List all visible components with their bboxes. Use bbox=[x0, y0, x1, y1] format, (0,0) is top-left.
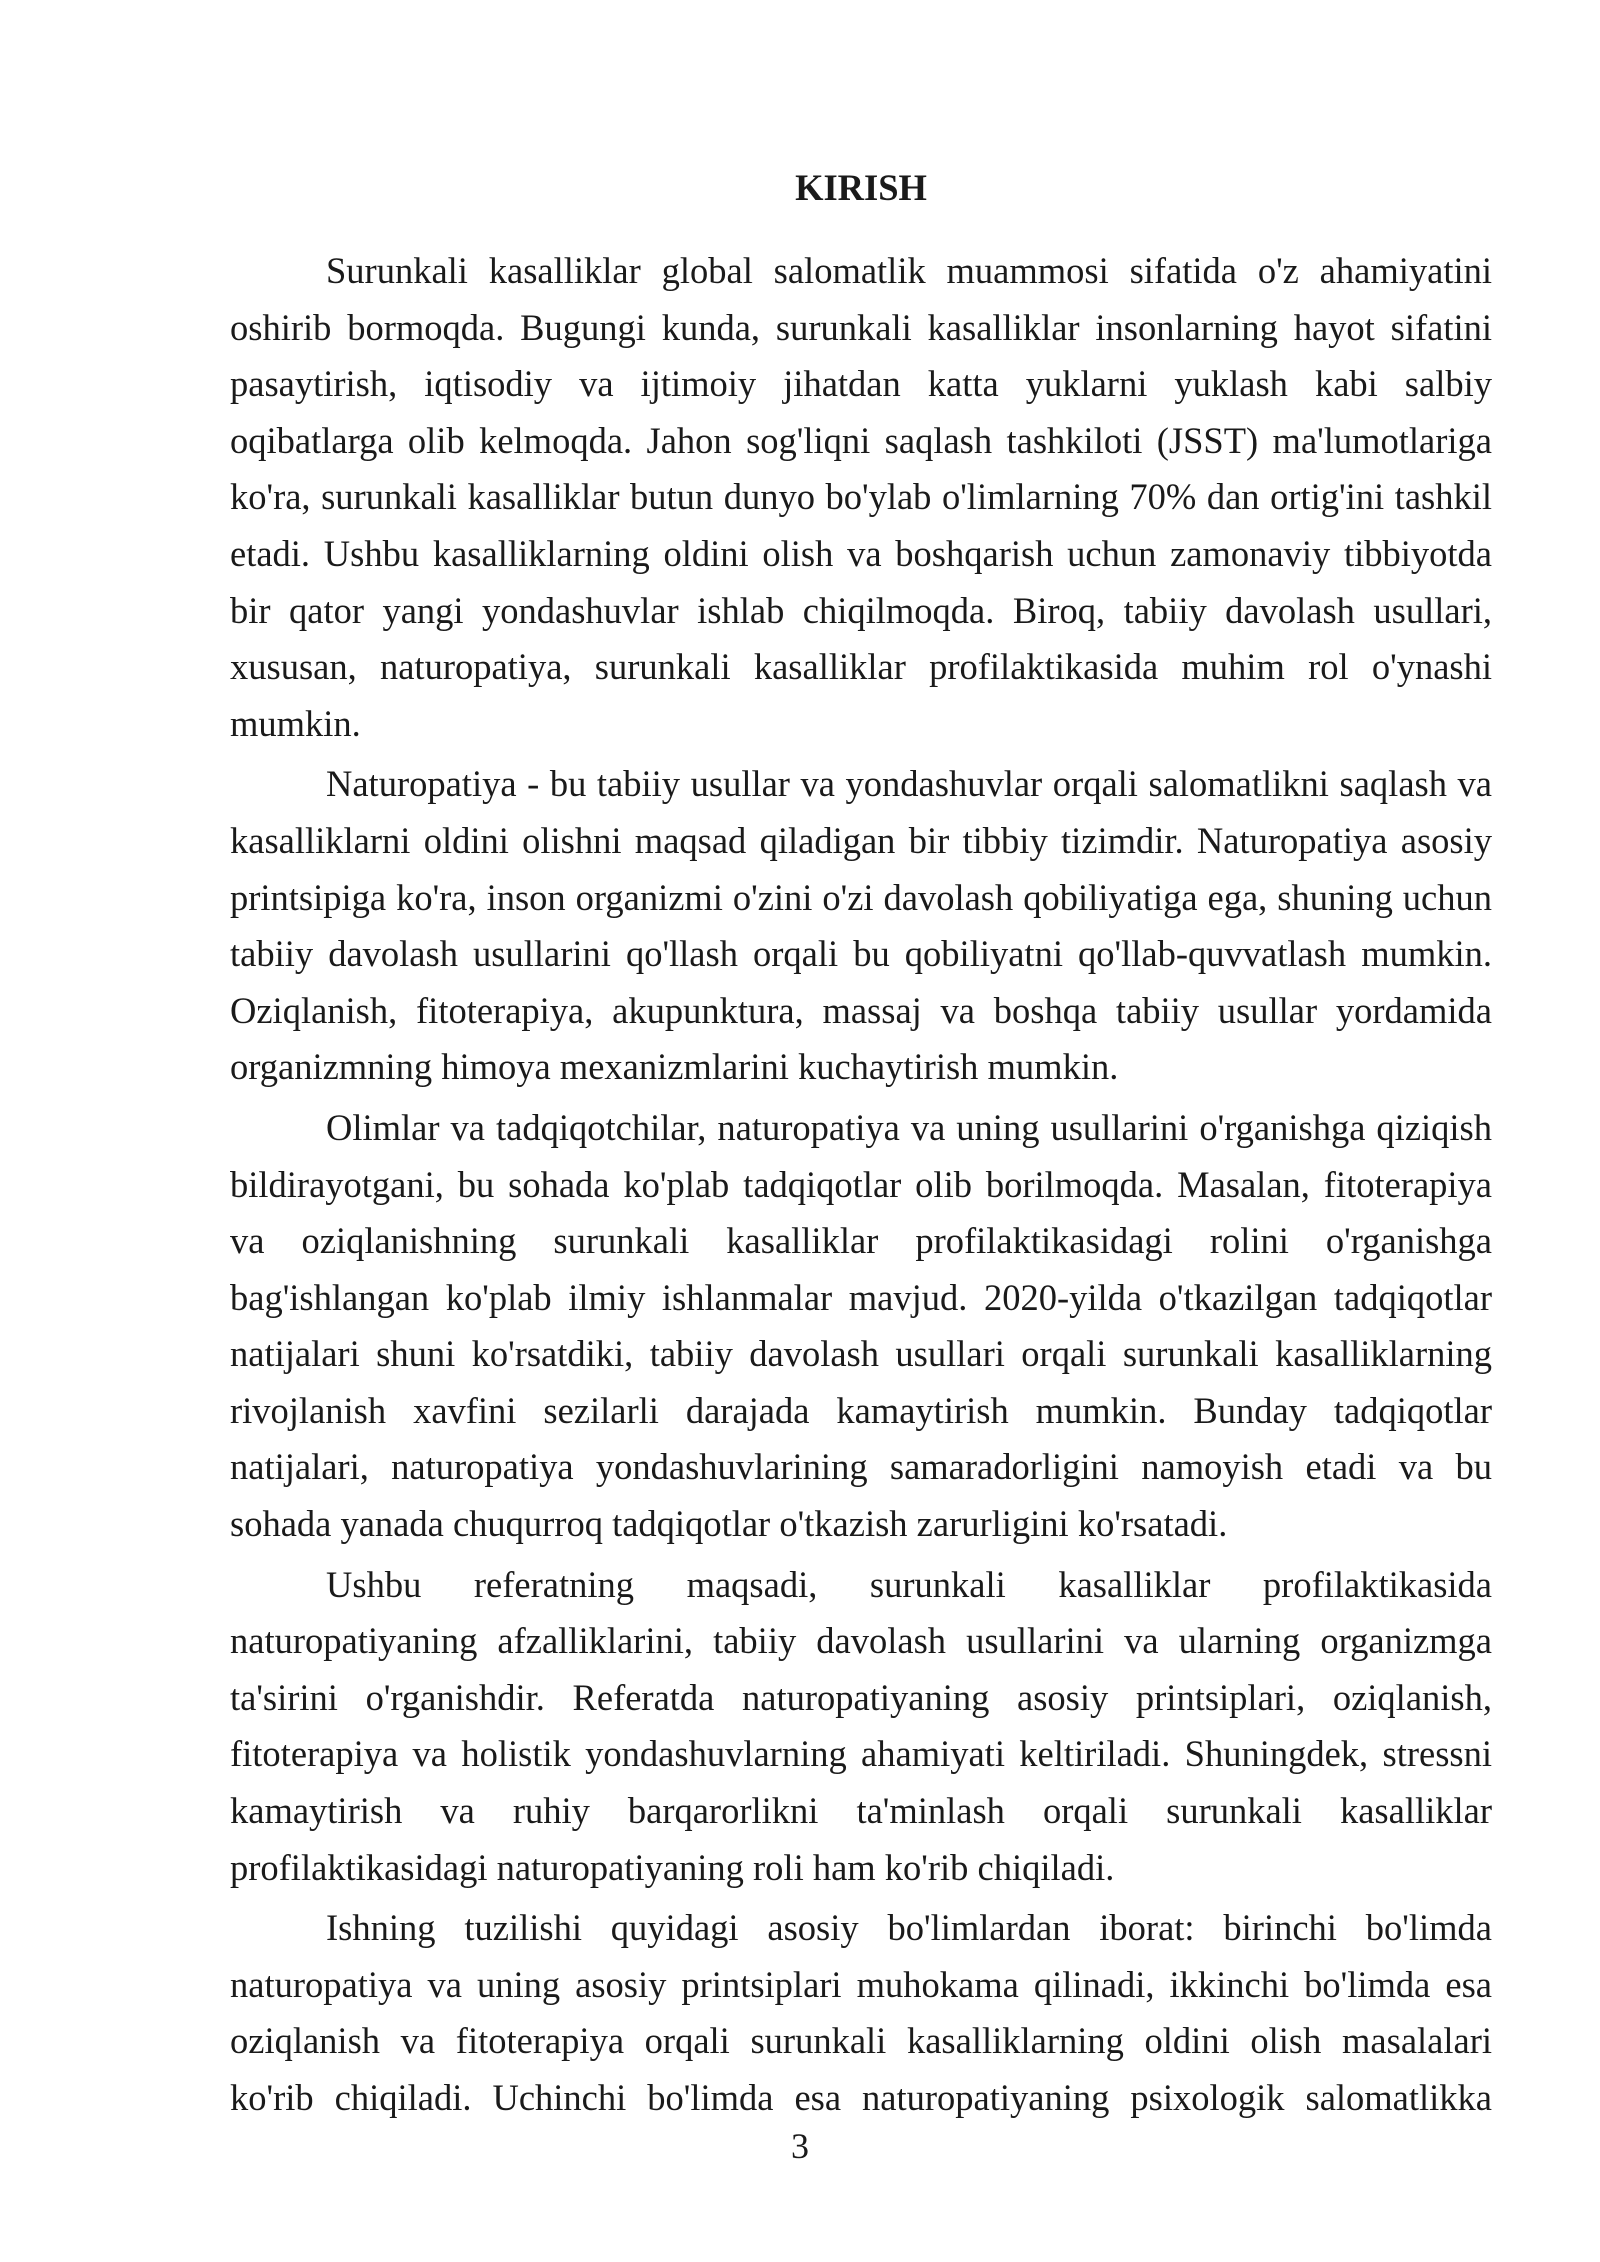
paragraph-2: Naturopatiya - bu tabiiy usullar va yondashuvlar orqali salomatlikni saqlash va kasalliklarni oldini olishni maqsad qiladigan bir tibbiy tizimdir. Naturopatiya asosiy printsipiga ko'ra, inson organizmi o'zini o'zi davolash qobiliyatiga ega, shuning uchun tabiiy davolash usullarini qo'llash orqali bu qobiliyatni qo'llab-quvvatlash mumkin. Oziqlanish, fitoterapiya, akupunktura, massaj va boshqa tabiiy usullar yordamida organizmning himoya mexanizmlarini kuchaytirish mumkin. bbox=[230, 763, 1492, 1088]
paragraph-4: Ushbu referatning maqsadi, surunkali kasalliklar profilaktikasida naturopatiyaning afzalliklarini, tabiiy davolash usullarini va ularning organizmga ta'sirini o'rganishdir. Referatda naturopatiyaning asosiy printsiplari, oziqlanish, fitoterapiya va holistik yondashuvlarning ahamiyati keltiriladi. Shuningdek, stressni kamaytirish va ruhiy barqarorlikni ta'minlash orqali surunkali kasalliklar profilaktikasidagi naturopatiyaning roli ham ko'rib chiqiladi. bbox=[230, 1563, 1492, 1888]
section-title: KIRISH bbox=[795, 167, 927, 208]
document-body bbox=[230, 160, 1492, 2127]
page-number: 3 bbox=[791, 2126, 809, 2166]
paragraph-3: Olimlar va tadqiqotchilar, naturopatiya va uning usullarini o'rganishga qiziqish bildirayotgani, bu sohada ko'plab tadqiqotlar olib borilmoqda. Masalan, fitoterapiya va oziqlanishning surunkali kasalliklar profilaktikasidagi rolini o'rganishga bag'ishlangan ko'plab ilmiy ishlanmalar mavjud. 2020-yilda o'tkazilgan tadqiqotlar natijalari shuni ko'rsatdiki, tabiiy davolash usullari orqali surunkali kasalliklarning rivojlanish xavfini sezilarli darajada kamaytirish mumkin. Bunday tadqiqotlar natijalari, naturopatiya yondashuvlarining samaradorligini namoyish etadi va bu sohada yanada chuqurroq tadqiqotlar o'tkazish zarurligini ko'rsatadi. bbox=[230, 1106, 1492, 1545]
paragraph-1: Surunkali kasalliklar global salomatlik muammosi sifatida o'z ahamiyatini oshirib bormoqda. Bugungi kunda, surunkali kasalliklar insonlarning hayot sifatini pasaytirish, iqtisodiy va ijtimoiy jihatdan katta yuklarni yuklash kabi salbiy oqibatlarga olib kelmoqda. Jahon sog'liqni saqlash tashkiloti (JSST) ma'lumotlariga ko'ra, surunkali kasalliklar butun dunyo bo'ylab o'limlarning 70% dan ortig'ini tashkil etadi. Ushbu kasalliklarning oldini olish va boshqarish uchun zamonaviy tibbiyotda bir qator yangi yondashuvlar ishlab chiqilmoqda. Biroq, tabiiy davolash usullari, xususan, naturopatiya, surunkali kasalliklar profilaktikasida muhim rol o'ynashi mumkin. bbox=[230, 250, 1492, 744]
paragraph-5: Ishning tuzilishi quyidagi asosiy bo'limlardan iborat: birinchi bo'limda naturopatiya va uning asosiy printsiplari muhokama qilinadi, ikkinchi bo'limda esa oziqlanish va fitoterapiya orqali surunkali kasalliklarning oldini olish masalalari ko'rib chiqiladi. Uchinchi bo'limda esa naturopatiyaning psixologik salomatlikka bbox=[230, 1907, 1492, 2118]
